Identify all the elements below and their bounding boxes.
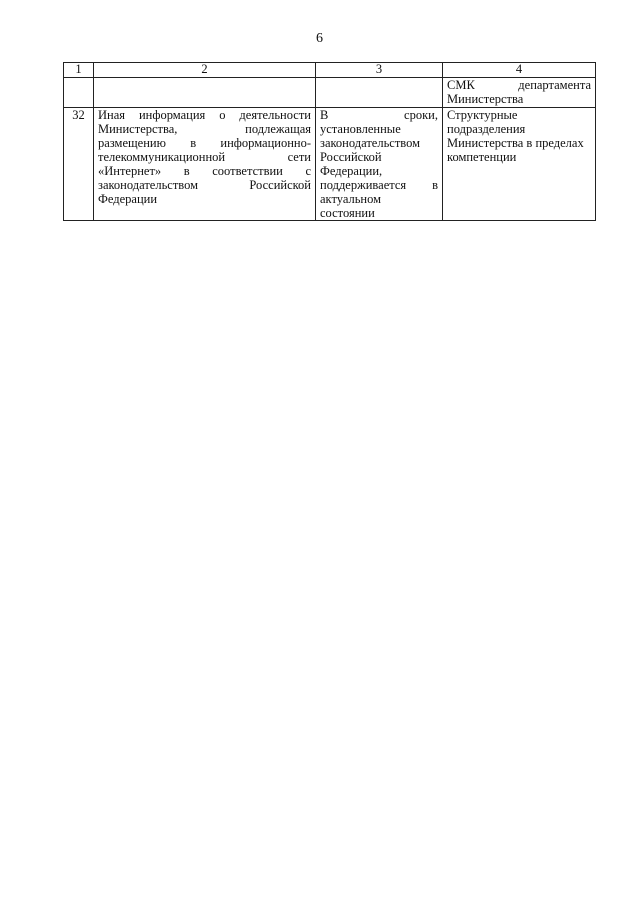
header-col-3: 3 xyxy=(316,63,443,78)
timing-line: Российской xyxy=(320,150,382,164)
row-responsible: Структурные подразделения Министерства в пределах компетенции xyxy=(443,108,596,221)
header-col-1: 1 xyxy=(64,63,94,78)
timing-line: состоянии xyxy=(320,206,375,220)
row-description: Иная информация о деятельности Министерства, подлежащая размещению в информационно-телекоммуникационной сети «Интернет» в соответствии с законодательством Российской Федерации xyxy=(94,108,316,221)
document-table xyxy=(63,62,596,221)
timing-line: В сроки, xyxy=(320,108,438,122)
timing-line: установленные xyxy=(320,122,401,136)
continuation-col-2 xyxy=(94,78,316,108)
continuation-responsible-line-2: Министерства xyxy=(447,92,524,106)
timing-line: Федерации, xyxy=(320,164,383,178)
page-number: 6 xyxy=(316,31,323,46)
continuation-col-1 xyxy=(64,78,94,108)
continuation-responsible-line-1: СМК департамента xyxy=(447,78,591,92)
table-row xyxy=(64,108,596,221)
row-number: 32 xyxy=(64,108,94,221)
continuation-col-4 xyxy=(443,78,596,108)
header-col-4: 4 xyxy=(443,63,596,78)
timing-line: поддерживается в xyxy=(320,178,438,192)
timing-line: актуальном xyxy=(320,192,382,206)
table-header-row xyxy=(64,63,596,78)
continuation-col-3 xyxy=(316,78,443,108)
row-timing xyxy=(316,108,443,221)
timing-line: законодательством xyxy=(320,136,421,150)
header-col-2: 2 xyxy=(94,63,316,78)
table-continuation-row xyxy=(64,78,596,108)
